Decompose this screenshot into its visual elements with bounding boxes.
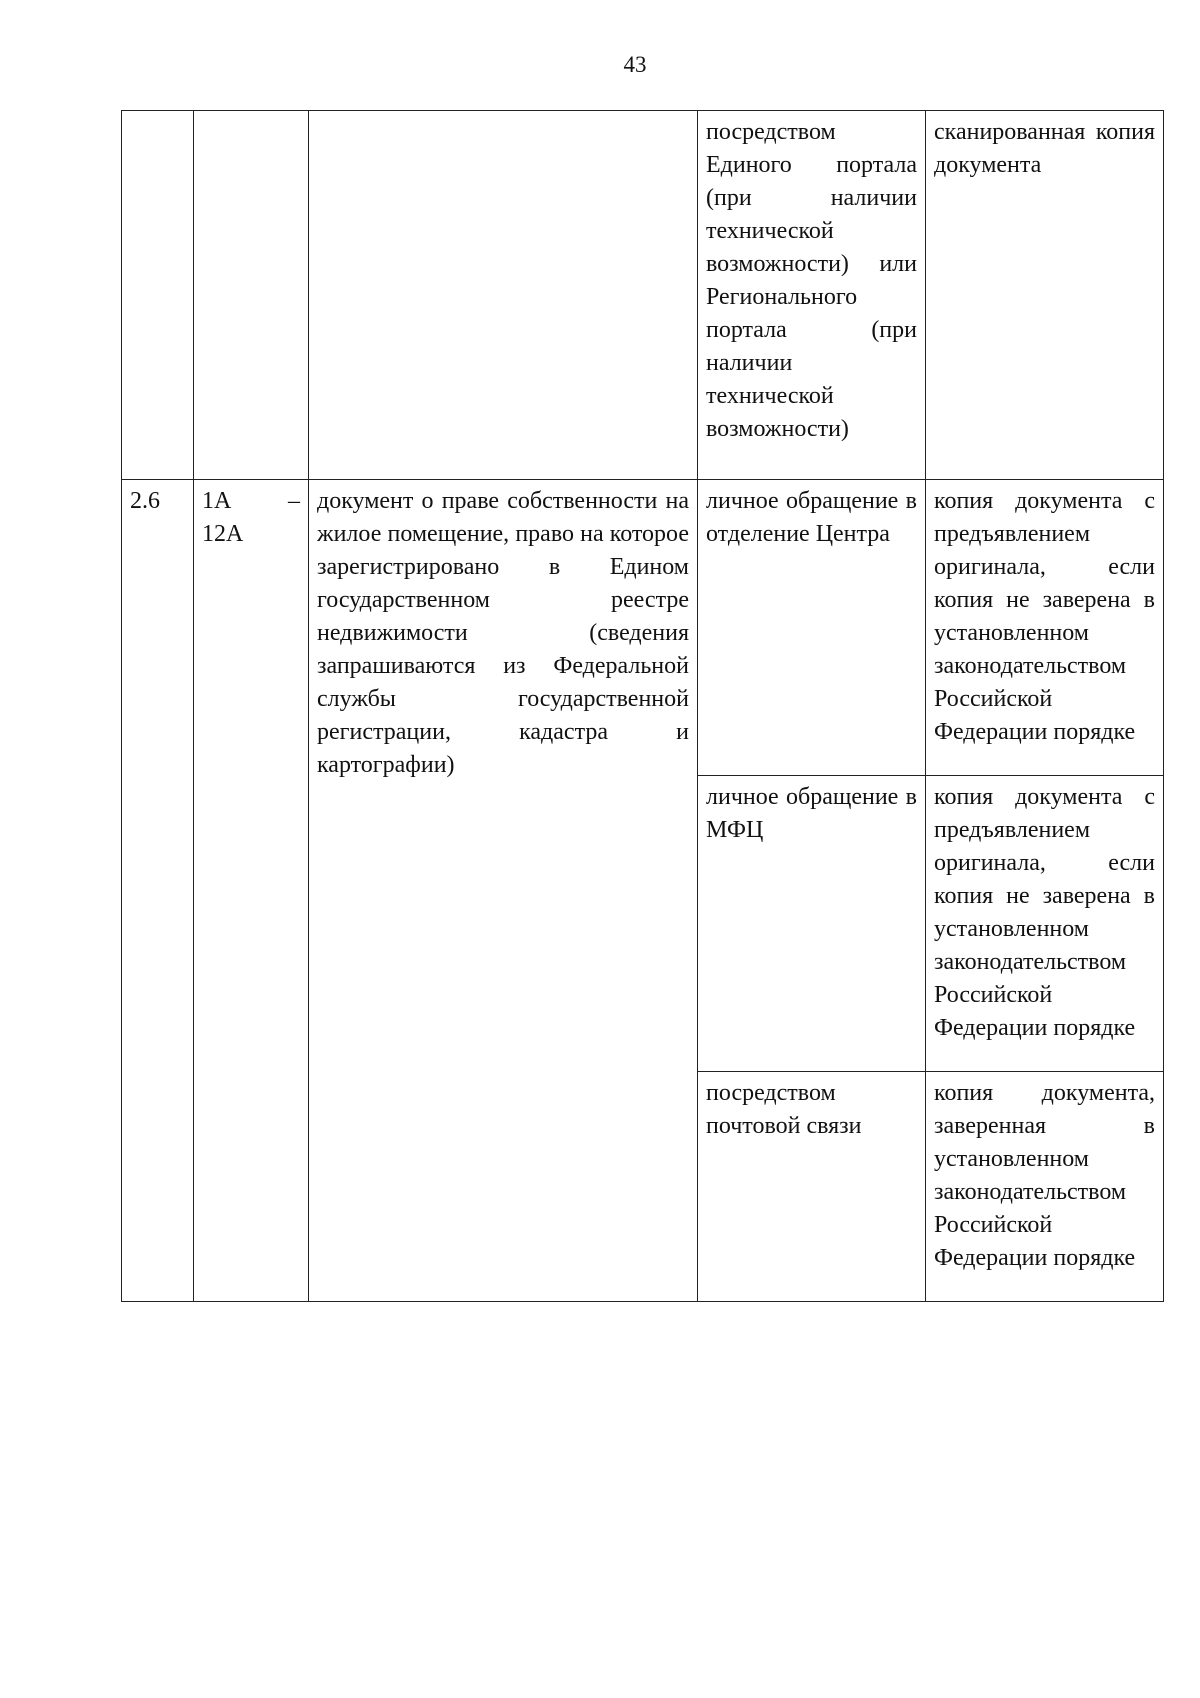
row-number-cell: 2.6 bbox=[122, 480, 194, 1302]
submission-method-cell: личное обращение в отделение Центра bbox=[698, 480, 926, 776]
table-row-continued bbox=[122, 111, 1164, 480]
document-type-cell: копия документа с предъявлением оригинала, если копия не заверена в установленном законодательством Российской Федерации порядке bbox=[926, 480, 1164, 776]
submission-method-cell: посредством Единого портала (при наличии технической возможности) или Регионального портала (при наличии технической возможности) bbox=[698, 111, 926, 480]
documents-table bbox=[121, 110, 1164, 1302]
forms-range-cell bbox=[194, 111, 309, 480]
document-name-cell bbox=[309, 111, 698, 480]
document-name-cell: документ о праве собственности на жилое помещение, право на которое зарегистрировано в Едином государственном реестре недвижимости (сведения запрашиваются из Федеральной службы государственной регистрации, кадастра и картографии) bbox=[309, 480, 698, 1302]
forms-range-cell bbox=[194, 480, 309, 1302]
submission-method-cell: личное обращение в МФЦ bbox=[698, 776, 926, 1072]
forms-range-from: 1А bbox=[202, 488, 232, 514]
document-type-cell: сканированная копия документа bbox=[926, 111, 1164, 480]
forms-range-first-line bbox=[202, 485, 300, 518]
document-type-cell: копия документа, заверенная в установленном законодательством Российской Федерации порядке bbox=[926, 1072, 1164, 1302]
forms-range-to: 12А bbox=[202, 521, 244, 547]
table-row-2-6 bbox=[122, 480, 1164, 776]
row-number-cell bbox=[122, 111, 194, 480]
forms-range-dash: – bbox=[288, 488, 300, 514]
page-number: 43 bbox=[623, 52, 647, 77]
document-type-cell: копия документа с предъявлением оригинала, если копия не заверена в установленном законодательством Российской Федерации порядке bbox=[926, 776, 1164, 1072]
submission-method-cell: посредством почтовой связи bbox=[698, 1072, 926, 1302]
